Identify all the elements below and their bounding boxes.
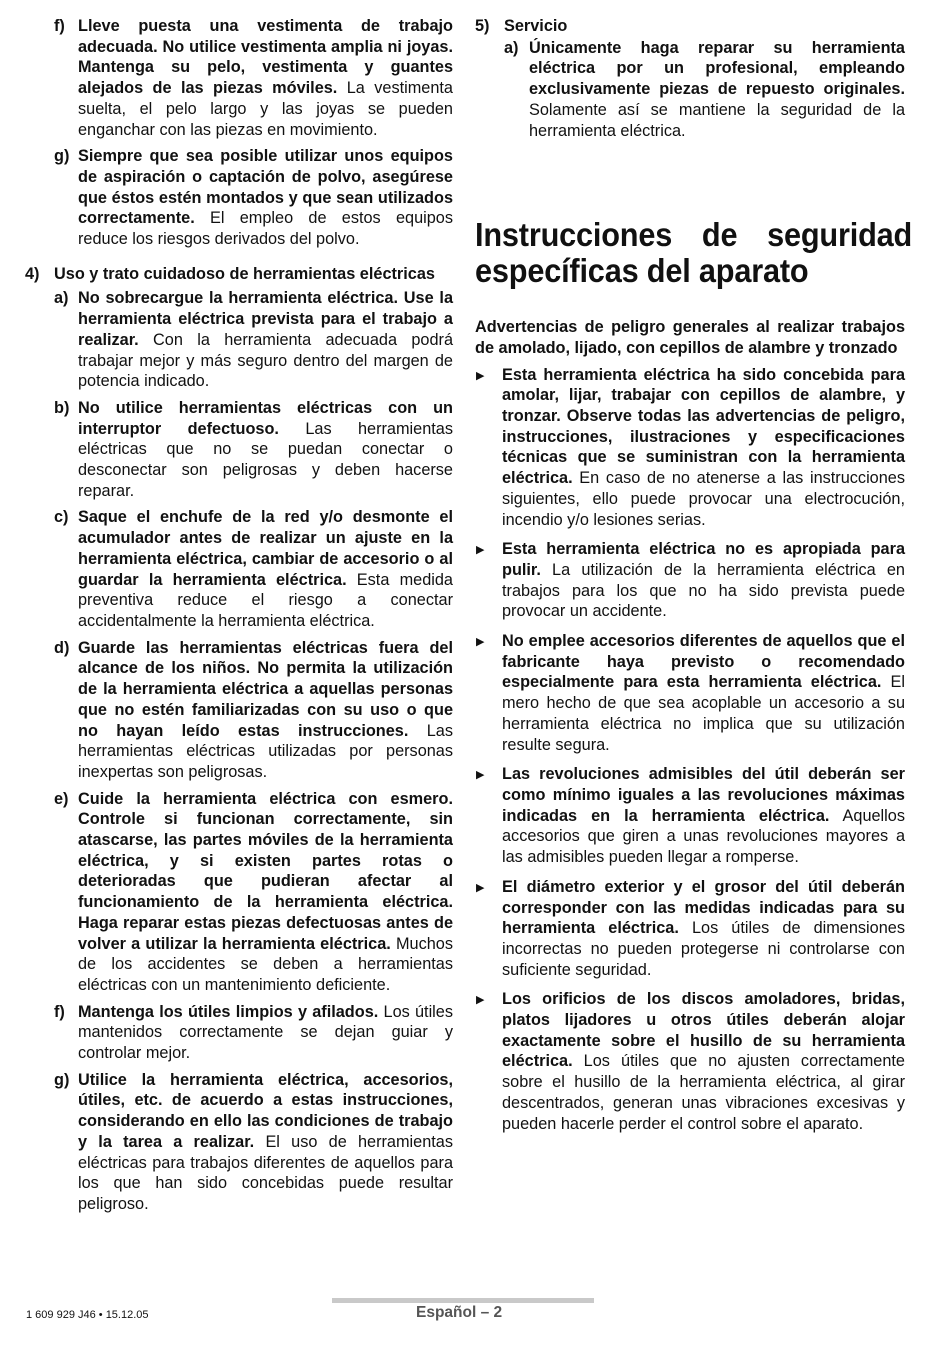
bullet-bold-text: El diámetro exterior y el grosor del útil deberán corresponder con las medidas indicadas para su herramienta eléctrica.: [502, 877, 905, 938]
item-label: g): [54, 147, 70, 166]
bullet-item: [475, 877, 905, 981]
item-bold-text: Mantenga los útiles limpios y afilados.: [78, 1002, 379, 1021]
item-text: Con la herramienta adecuada podrá trabajar mejor y más seguro dentro del margen de potencia indicado.: [78, 330, 453, 391]
item-label: f): [54, 17, 65, 35]
item-bold-text: Saque el enchufe de la red y/o desmonte el acumulador antes de realizar un ajuste en la herramienta eléctrica, cambiar de accesorio o al guardar la herramienta eléctrica.: [78, 508, 453, 589]
list-item-a5: [475, 38, 905, 142]
list-item-g2: [25, 1070, 453, 1215]
item-label: a): [54, 289, 69, 308]
item-label: f): [54, 1002, 65, 1021]
item-text: Esta medida preventiva reduce el riesgo a conectar accidentalmente la herramienta eléctrica.: [78, 570, 453, 630]
item-bold-text: Únicamente haga reparar su herramienta eléctrica por un profesional, empleando exclusivamente piezas de repuesto originales.: [529, 38, 905, 99]
bullet-bold-text: Esta herramienta eléctrica no es apropiada para pulir.: [502, 540, 905, 579]
item-label: a): [504, 38, 519, 57]
bullet-item: [475, 989, 905, 1134]
item-bold-text: No utilice herramientas eléctricas con un interruptor defectuoso.: [78, 398, 453, 438]
bullet-arrow-icon: ▶: [476, 881, 485, 894]
bullet-bold-text: Las revoluciones admisibles del útil deberán ser como mínimo iguales a las revoluciones máximas indicadas en la herramienta eléctrica.: [502, 765, 905, 825]
item-text: El empleo de estos equipos reduce los riesgos derivados del polvo.: [78, 209, 453, 249]
list-item-e: [25, 789, 453, 996]
bullet-item: [475, 631, 905, 755]
item-text: Muchos de los accidentes se deben a herramientas eléctricas con un mantenimiento deficiente.: [78, 934, 453, 994]
bullet-arrow-icon: ▶: [476, 636, 485, 649]
list-item-f1: [25, 16, 453, 140]
item-label: b): [54, 398, 70, 417]
document-code: 1 609 929 J46 • 15.12.05: [26, 1309, 149, 1321]
section-title: Servicio: [504, 17, 568, 35]
item-label: c): [54, 508, 69, 527]
bullet-arrow-icon: ▶: [476, 369, 485, 382]
item-text: Los útiles mantenidos correctamente se dejan guiar y controlar mejor.: [78, 1002, 453, 1063]
item-text: Solamente así se mantiene la seguridad de la herramienta eléctrica.: [529, 100, 905, 140]
bullet-bold-text: Los orificios de los discos amoladores, bridas, platos lijadores u otros útiles deberán alojar exactamente sobre el husillo de su herramienta eléctrica.: [502, 990, 905, 1071]
bullet-item: [475, 764, 905, 868]
section-number: 5): [475, 17, 490, 35]
item-bold-text: Siempre que sea posible utilizar unos equipos de aspiración o captación de polvo, asegúrese que éstos estén montados y que sean utilizados correctamente.: [78, 147, 453, 228]
section-number: 4): [25, 264, 40, 283]
item-label: e): [54, 789, 69, 808]
bullet-text: Aquellos accesorios que giren a unas revoluciones mayores a las admisibles pueden llegar a romperse.: [502, 806, 905, 867]
subheading: Advertencias de peligro generales al realizar trabajos de amolado, lijado, con cepillos de alambre y tronzado: [475, 318, 905, 357]
list-item-c: [25, 507, 453, 631]
list-item-b: [25, 398, 453, 502]
item-bold-text: Guarde las herramientas eléctricas fuera del alcance de los niños. No permita la utilización de la herramienta eléctrica a aquellas personas que no estén familiarizadas con su uso o que no hayan leído estas instrucciones.: [78, 638, 453, 740]
page-heading: Instrucciones de seguridad específicas del aparato: [475, 216, 913, 290]
bullet-arrow-icon: ▶: [476, 544, 485, 557]
bullet-item: [475, 539, 905, 622]
footer-divider: [332, 1298, 594, 1303]
page-number: Español – 2: [416, 1304, 503, 1321]
bullet-text: En caso de no atenerse a las instrucciones siguientes, ello puede provocar una electrocución, incendio y/o lesiones serias.: [502, 469, 905, 529]
bullet-text: Los útiles de dimensiones incorrectas no pueden protegerse ni controlarse con suficiente seguridad.: [502, 919, 905, 979]
section-5-heading: [475, 16, 905, 37]
bullet-item: [475, 365, 905, 531]
item-bold-text: Utilice la herramienta eléctrica, accesorios, útiles, etc. de acuerdo a estas instrucciones, considerando en ello las condiciones de trabajo y la tarea a realizar.: [78, 1070, 453, 1151]
item-label: d): [54, 638, 70, 657]
bullet-text: El mero hecho de que sea acoplable un accesorio a su herramienta eléctrica no implica que su utilización resulte segura.: [502, 673, 905, 754]
bullet-bold-text: No emplee accesorios diferentes de aquellos que el fabricante haya previsto o recomendado especialmente para esta herramienta eléctrica.: [502, 632, 905, 692]
list-item-d: [25, 638, 453, 783]
item-text: El uso de herramientas eléctricas para trabajos diferentes de aquellos para los que han sido concebidas puede resultar peligroso.: [78, 1132, 453, 1213]
bullet-text: Los útiles que no ajusten correctamente sobre el husillo de la herramienta eléctrica, al girar descentrados, generan unas vibraciones excesivas y pueden hacerle perder el control sobre el aparato.: [502, 1052, 905, 1133]
section-title: Uso y trato cuidadoso de herramientas eléctricas: [54, 264, 435, 283]
item-bold-text: No sobrecargue la herramienta eléctrica. Use la herramienta eléctrica prevista para el trabajo a realizar.: [78, 289, 453, 349]
list-item-a: [25, 288, 453, 392]
item-bold-text: Cuide la herramienta eléctrica con esmero. Controle si funcionan correctamente, sin atascarse, las partes móviles de la herramienta eléctrica, y si existen partes rotas o deterioradas que pudieran afectar al funcionamiento de la herramienta eléctrica. Haga reparar estas piezas defectuosas antes de volver a utilizar la herramienta eléctrica.: [78, 789, 453, 953]
right-column: [475, 16, 913, 1143]
section-4-heading: [25, 264, 453, 285]
list-item-g1: [25, 146, 453, 250]
item-label: g): [54, 1070, 70, 1089]
bullet-arrow-icon: ▶: [476, 994, 485, 1007]
bullet-arrow-icon: ▶: [476, 769, 485, 782]
left-column: [25, 16, 453, 1221]
item-text: La vestimenta suelta, el pelo largo y las joyas se pueden enganchar con las piezas en movimiento.: [78, 79, 453, 139]
item-bold-text: Lleve puesta una vestimenta de trabajo adecuada. No utilice vestimenta amplia ni joyas. Mantenga su pelo, vestimenta y guantes alejados de las piezas móviles.: [78, 17, 453, 98]
bullet-bold-text: Esta herramienta eléctrica ha sido concebida para amolar, lijar, trabajar con cepillos de alambre, y tronzar. Observe todas las advertencias de peligro, instrucciones, ilustraciones y especificaciones técnicas que se suministran con la herramienta eléctrica.: [502, 365, 905, 488]
bullet-text: La utilización de la herramienta eléctrica en trabajos para los que no ha sido prevista puede provocar un accidente.: [502, 560, 905, 621]
list-item-f2: [25, 1002, 453, 1064]
item-text: Las herramientas eléctricas que no se puedan conectar o desconectar son peligrosas y deben hacerse reparar.: [78, 419, 453, 500]
item-text: Las herramientas eléctricas utilizadas por personas inexpertas son peligrosas.: [78, 721, 453, 781]
